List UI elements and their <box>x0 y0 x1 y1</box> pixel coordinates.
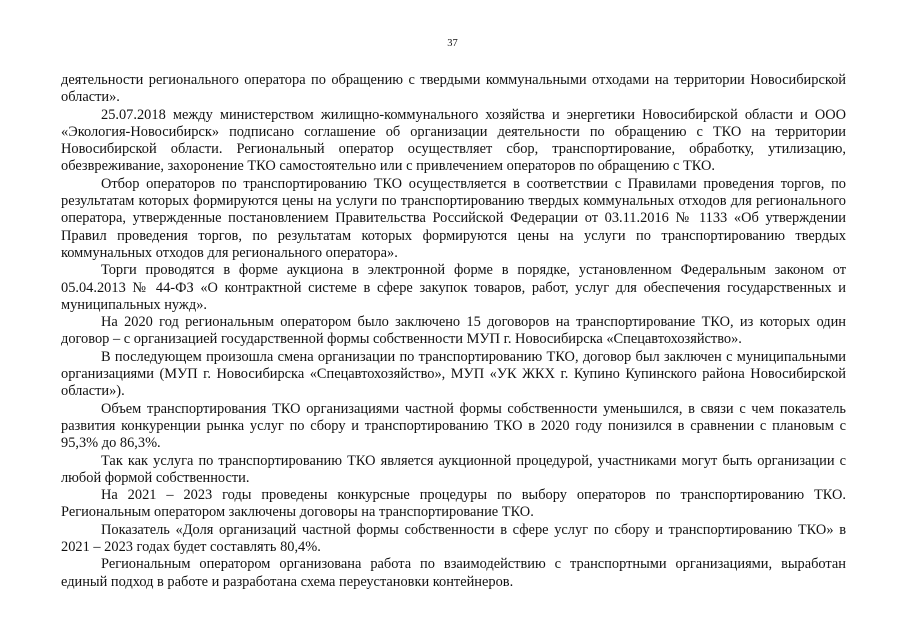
paragraph-continuation: деятельности регионального оператора по обращению с твердыми коммунальными отходами на территории Новосибирской области». <box>61 72 846 106</box>
paragraph-auction: Торги проводятся в форме аукциона в электронной форме в порядке, установленном Федеральным законом от 05.04.2013 № 44-ФЗ «О контрактной системе в сфере закупок товаров, работ, услуг для обеспечения государственных и муниципальных нужд». <box>61 262 846 313</box>
page-number: 37 <box>447 38 458 49</box>
paragraph-indicator: Показатель «Доля организаций частной формы собственности в сфере услуг по сбору и транспортированию ТКО» в 2021 – 2023 годах будет составлять 80,4%. <box>61 521 846 556</box>
document-body <box>61 72 846 591</box>
paragraph-container-scheme: Региональным оператором организована работа по взаимодействию с транспортными организациями, выработан единый подход в работе и разработана схема переустановки контейнеров. <box>61 556 846 590</box>
paragraph-operator-selection: Отбор операторов по транспортированию ТКО осуществляется в соответствии с Правилами проведения торгов, по результатам которых формируются цены на услуги по транспортированию твердых коммунальных отходов для регионального оператора, утвержденные постановлением Правительства Российской Федерации от 03.11.2016 № 1133 «Об утверждении Правил проведения торгов, по результатам которых формируются цены на услуги по транспортированию твердых коммунальных отходов для регионального оператора». <box>61 175 846 261</box>
paragraph-2021-2023-procedures: На 2021 – 2023 годы проведены конкурсные процедуры по выбору операторов по транспортированию ТКО. Региональным оператором заключены договоры на транспортирование ТКО. <box>61 487 846 521</box>
paragraph-volume-decrease: Объем транспортирования ТКО организациями частной формы собственности уменьшился, в связи с чем показатель развития конкуренции рынка услуг по сбору и транспортированию ТКО в 2020 году понизился в сравнении с плановым с 95,3% до 86,3%. <box>61 400 846 452</box>
paragraph-agreement: 25.07.2018 между министерством жилищно-коммунального хозяйства и энергетики Новосибирской области и ООО «Экология-Новосибирск» подписано соглашение об организации деятельности по обращению с ТКО на территории Новосибирской области. Региональный оператор осуществляет сбор, транспортирование, обработку, утилизацию, обезвреживание, захоронение ТКО самостоятельно или с привлечением операторов по обращению с ТКО. <box>61 106 846 175</box>
paragraph-organization-change: В последующем произошла смена организации по транспортированию ТКО, договор был заключен с муниципальными организациями (МУП г. Новосибирска «Спецавтохозяйство», МУП «УК ЖКХ г. Купино Купинского района Новосибирской области»). <box>61 348 846 400</box>
paragraph-2020-contracts: На 2020 год региональным оператором было заключено 15 договоров на транспортирование ТКО, из которых один договор – с организацией государственной формы собственности МУП г. Новосибирска «Спецавтохозяйство». <box>61 314 846 348</box>
paragraph-auction-participants: Так как услуга по транспортированию ТКО является аукционной процедурой, участниками могут быть организации с любой формой собственности. <box>61 452 846 486</box>
